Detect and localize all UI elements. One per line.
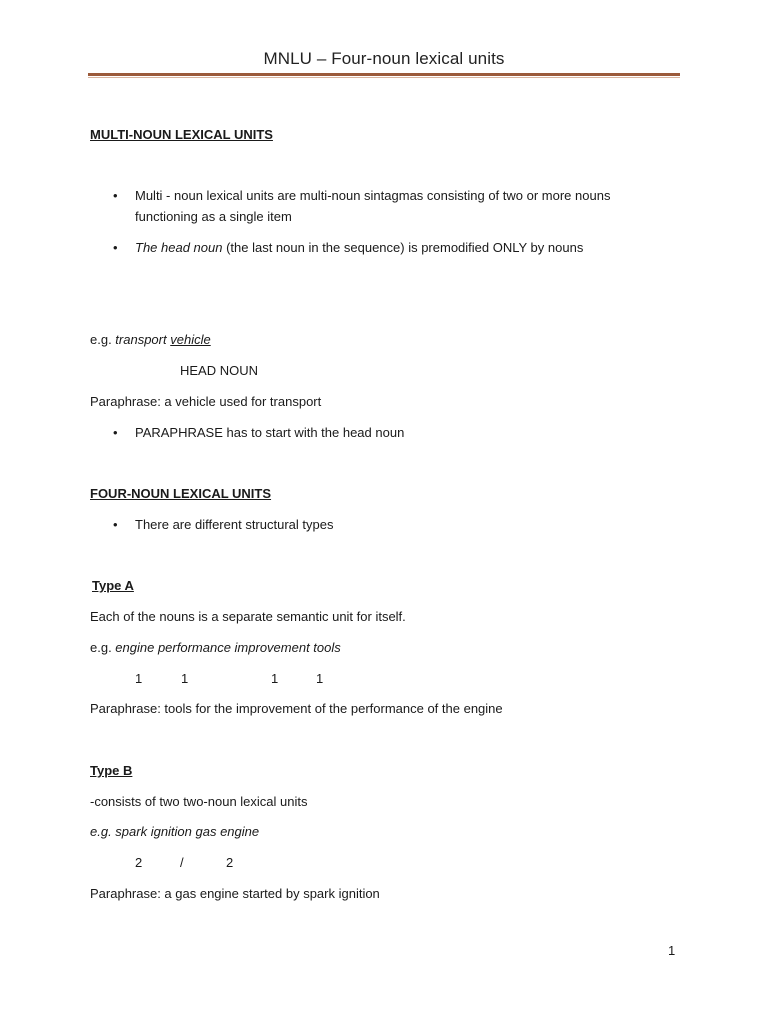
- paraphrase-transport: Paraphrase: a vehicle used for transport: [90, 394, 322, 409]
- type-b-number: 2: [226, 855, 234, 870]
- type-a-number: 1: [181, 671, 189, 686]
- header-rule: [88, 73, 680, 76]
- example-prefix: e.g.: [90, 332, 116, 347]
- type-a-paraphrase: Paraphrase: tools for the improvement of the performance of the engine: [90, 701, 503, 716]
- type-b-heading: Type B: [90, 763, 133, 778]
- bullet-marker: •: [113, 517, 118, 532]
- bullet-marker: •: [113, 425, 118, 440]
- head-noun-rest: (the last noun in the sequence) is premodified ONLY by nouns: [222, 240, 584, 255]
- bullet-marker: •: [113, 188, 118, 203]
- bullet-text-line2: functioning as a single item: [135, 209, 292, 224]
- type-b-example: e.g. spark ignition gas engine: [90, 824, 260, 839]
- section-heading-multi-noun: MULTI-NOUN LEXICAL UNITS: [90, 127, 273, 142]
- page-header-title: MNLU – Four-noun lexical units: [263, 49, 505, 68]
- type-b-separator: /: [180, 855, 184, 870]
- type-a-description: Each of the nouns is a separate semantic unit for itself.: [90, 609, 406, 624]
- bullet-text-line1: Multi - noun lexical units are multi-noun sintagmas consisting of two or more nouns: [135, 188, 611, 203]
- page-number: 1: [668, 943, 676, 958]
- type-a-example-phrase: engine performance improvement tools: [115, 640, 341, 655]
- type-a-example: [90, 640, 341, 656]
- section-heading-four-noun: FOUR-NOUN LEXICAL UNITS: [90, 486, 272, 501]
- type-a-example-prefix: e.g.: [90, 640, 116, 655]
- type-a-heading: Type A: [92, 578, 134, 593]
- example-word-vehicle: vehicle: [170, 332, 211, 347]
- head-noun-italic: The head noun: [135, 240, 223, 255]
- example-word-transport: transport: [115, 332, 167, 347]
- bullet-marker: •: [113, 240, 118, 255]
- structural-types-text: There are different structural types: [135, 517, 334, 532]
- example-transport-vehicle: [90, 332, 211, 348]
- header-rule-shadow: [88, 77, 680, 78]
- paraphrase-rule-text: PARAPHRASE has to start with the head noun: [135, 425, 405, 440]
- bullet-head-noun-text: [135, 240, 583, 256]
- type-a-number: 1: [316, 671, 324, 686]
- type-b-paraphrase: Paraphrase: a gas engine started by spark ignition: [90, 886, 380, 901]
- type-a-number: 1: [135, 671, 143, 686]
- head-noun-label: HEAD NOUN: [180, 363, 259, 378]
- type-a-number: 1: [271, 671, 279, 686]
- type-b-number: 2: [135, 855, 143, 870]
- type-b-description: -consists of two two-noun lexical units: [90, 794, 308, 809]
